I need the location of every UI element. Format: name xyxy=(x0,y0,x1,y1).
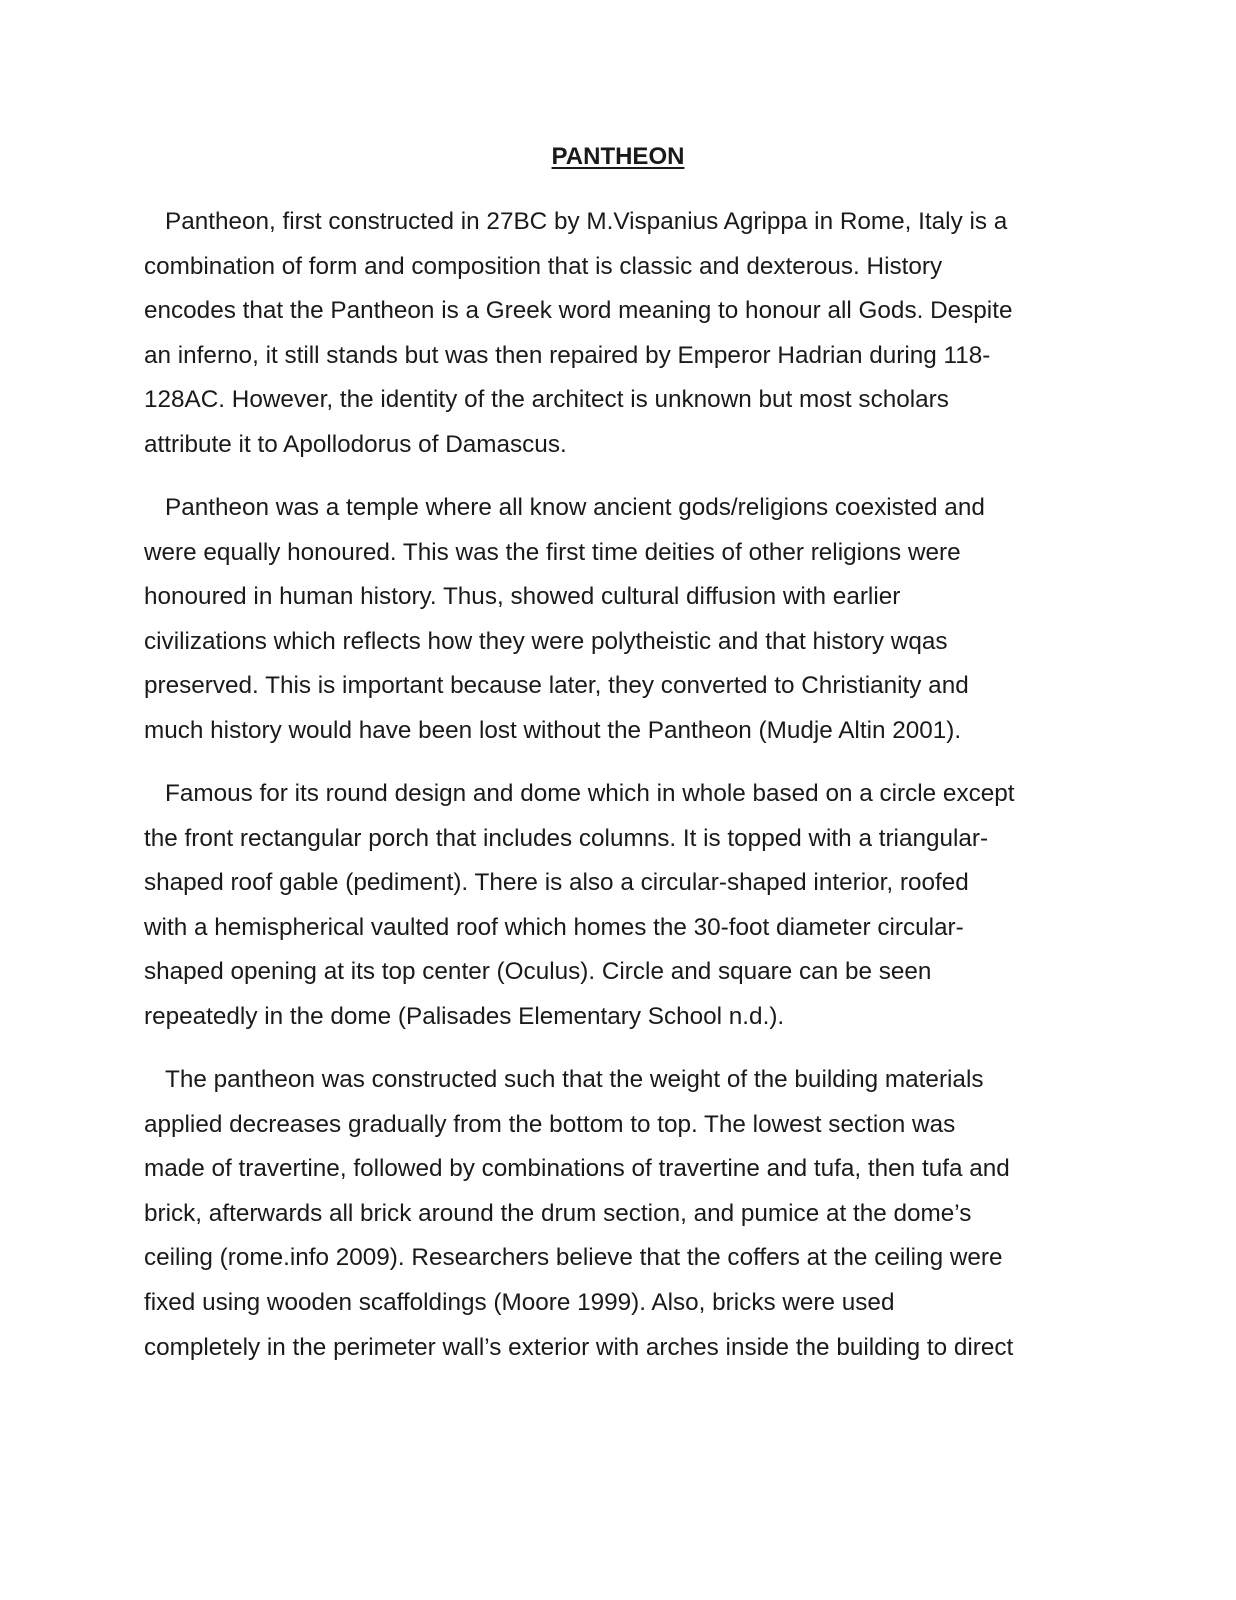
paragraph-line: made of travertine, followed by combinations of travertine and tufa, then tufa and xyxy=(144,1155,1010,1183)
paragraph-line: repeatedly in the dome (Palisades Elementary School n.d.). xyxy=(144,1002,785,1030)
paragraph-line: fixed using wooden scaffoldings (Moore 1999). Also, bricks were used xyxy=(144,1288,895,1316)
paragraph-line: encodes that the Pantheon is a Greek word meaning to honour all Gods. Despite xyxy=(144,297,1013,325)
paragraph-line: Pantheon, first constructed in 27BC by M.Vispanius Agrippa in Rome, Italy is a xyxy=(165,208,1008,235)
document-title-text: PANTHEON xyxy=(551,143,685,170)
paragraph-line: 128AC. However, the identity of the architect is unknown but most scholars xyxy=(144,386,949,414)
paragraph-2 xyxy=(144,486,1084,754)
paragraph-line: combination of form and composition that is classic and dexterous. History xyxy=(144,252,943,280)
paragraph-line: the front rectangular porch that includes columns. It is topped with a triangular- xyxy=(144,824,989,852)
paragraph-1 xyxy=(144,200,1084,468)
paragraph-line: much history would have been lost without the Pantheon (Mudje Altin 2001). xyxy=(144,716,962,744)
document-title xyxy=(0,140,1236,174)
paragraph-line: shaped roof gable (pediment). There is also a circular-shaped interior, roofed xyxy=(144,869,969,897)
paragraph-line: honoured in human history. Thus, showed cultural diffusion with earlier xyxy=(144,583,901,611)
paragraph-line: shaped opening at its top center (Oculus). Circle and square can be seen xyxy=(144,958,932,986)
paragraph-line: attribute it to Apollodorus of Damascus. xyxy=(144,430,567,458)
paragraph-line: brick, afterwards all brick around the drum section, and pumice at the dome’s xyxy=(144,1199,972,1227)
paragraph-4 xyxy=(144,1058,1084,1370)
paragraph-line: an inferno, it still stands but was then repaired by Emperor Hadrian during 118- xyxy=(144,341,991,369)
paragraph-line: preserved. This is important because later, they converted to Christianity and xyxy=(144,672,969,700)
paragraph-line: completely in the perimeter wall’s exterior with arches inside the building to direct xyxy=(144,1333,1014,1361)
paragraph-line: civilizations which reflects how they were polytheistic and that history wqas xyxy=(144,627,948,655)
paragraph-line: Pantheon was a temple where all know ancient gods/religions coexisted and xyxy=(165,494,985,521)
paragraph-line: were equally honoured. This was the first time deities of other religions were xyxy=(144,538,961,566)
paragraph-3 xyxy=(144,772,1084,1040)
paragraph-line: ceiling (rome.info 2009). Researchers believe that the coffers at the ceiling were xyxy=(144,1244,1003,1272)
paragraph-line: with a hemispherical vaulted roof which homes the 30-foot diameter circular- xyxy=(144,913,964,941)
paragraph-line: Famous for its round design and dome which in whole based on a circle except xyxy=(165,780,1015,807)
paragraph-line: The pantheon was constructed such that the weight of the building materials xyxy=(165,1066,984,1093)
paragraph-line: applied decreases gradually from the bottom to top. The lowest section was xyxy=(144,1110,956,1138)
